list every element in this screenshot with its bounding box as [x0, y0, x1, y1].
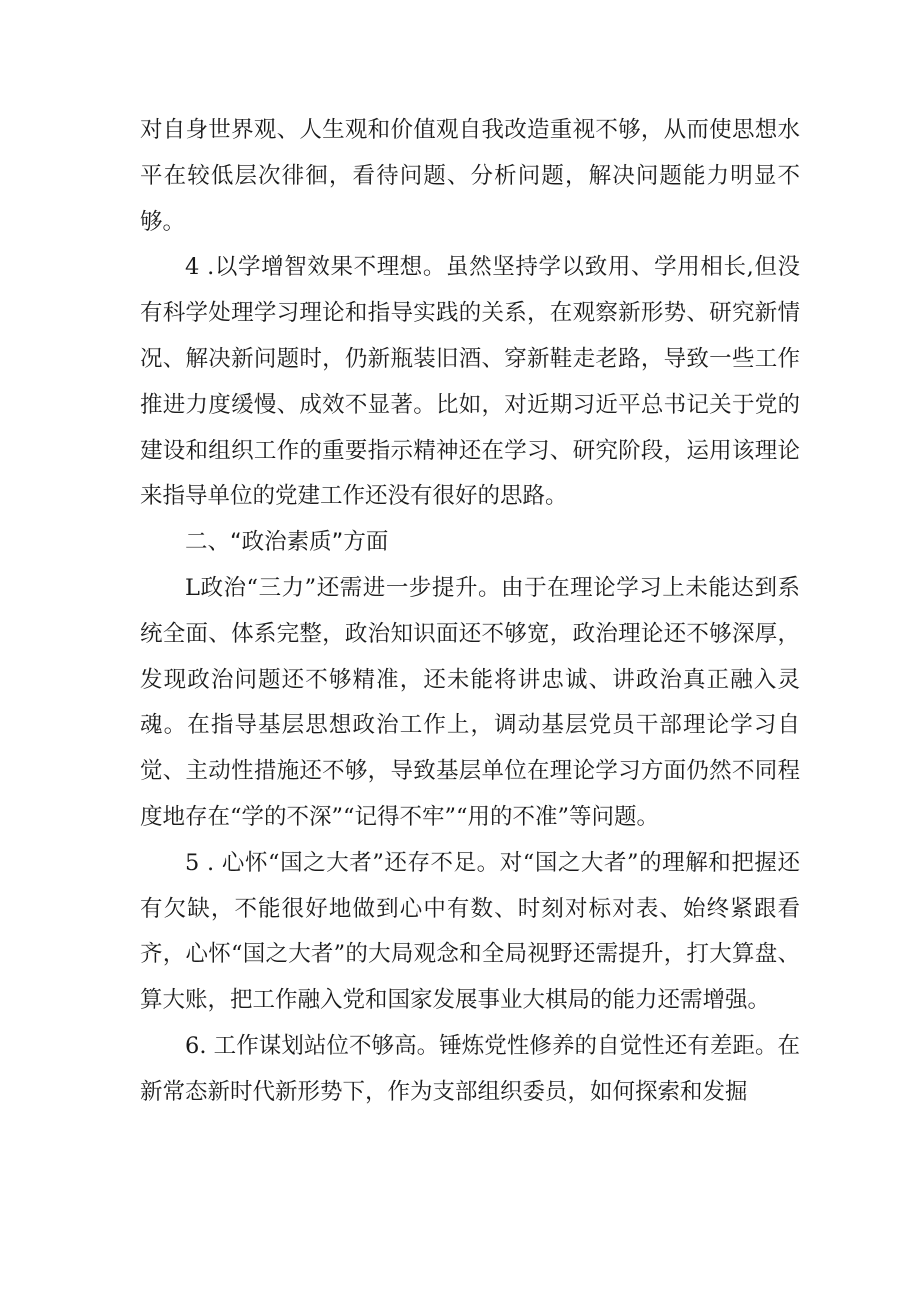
paragraph-item-6: 6. 工作谋划站位不够高。锤炼党性修养的自觉性还有差距。在新常态新时代新形势下，作为支部组织委员，如何探索和发掘 — [140, 1032, 800, 1105]
section-heading: 二、“政治素质”方面 — [185, 529, 389, 556]
paragraph-item-l: L政治“三力”还需进一步提升。由于在理论学习上未能达到系统全面、体系完整，政治知识面还不够宽，政治理论还不够深厚，发现政治问题还不够精准，还未能将讲忠诚、讲政治真正融入灵魂。在指导基层思想政治工作上，调动基层党员干部理论学习自觉、主动性措施还不够，导致基层单位在理论学习方面仍然不同程度地存在“学的不深”“记得不牢”“用的不准”等问题。 — [140, 574, 800, 830]
document-page — [140, 108, 800, 1116]
paragraph-continuation: 对自身世界观、人生观和价值观自我改造重视不够，从而使思想水平在较低层次徘徊，看待问题、分析问题，解决问题能力明显不够。 — [140, 117, 800, 235]
paragraph-item-5: 5 . 心怀“国之大者”还存不足。对“国之大者”的理解和把握还有欠缺，不能很好地做到心中有数、时刻对标对表、始终紧跟看齐，心怀“国之大者”的大局观念和全局视野还需提升，打大算盘、算大账，把工作融入党和国家发展事业大棋局的能力还需增强。 — [140, 849, 800, 1014]
paragraph-item-4: 4 .以学增智效果不理想。虽然坚持学以致用、学用相长,但没有科学处理学习理论和指导实践的关系，在观察新形势、研究新情况、解决新问题时，仍新瓶装旧酒、穿新鞋走老路，导致一些工作推进力度缓慢、成效不显著。比如，对近期习近平总书记关于党的建设和组织工作的重要指示精神还在学习、研究阶段，运用该理论来指导单位的党建工作还没有很好的思路。 — [140, 254, 800, 510]
